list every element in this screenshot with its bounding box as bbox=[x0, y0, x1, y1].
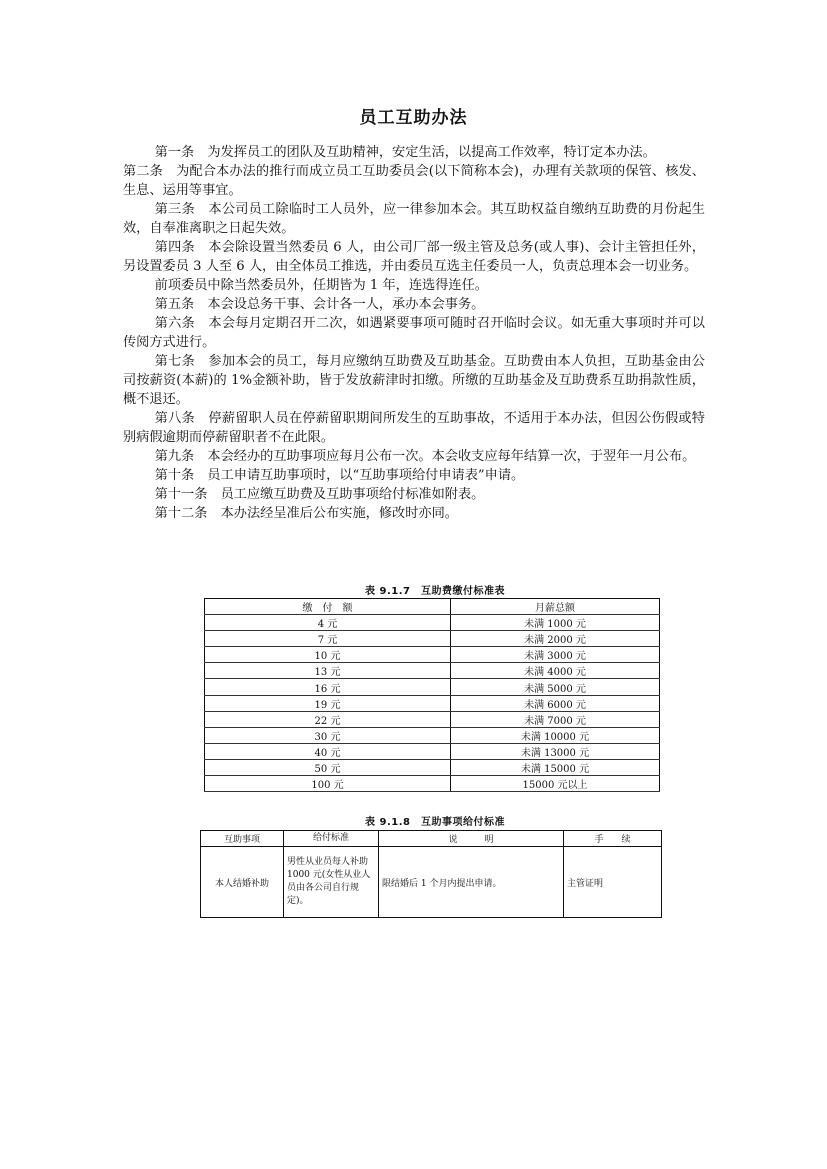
fee-amount-cell: 100 元 bbox=[205, 776, 451, 792]
article-paragraph: 第三条 本公司员工除临时工人员外，应一律参加本会。其互助权益自缴纳互助费的月份起生效，自奉准离职之日起失效。 bbox=[123, 202, 705, 236]
article-paragraph: 第七条 参加本会的员工，每月应缴纳互助费及互助基金。互助费由本人负担，互助基金由公司按薪资(本薪)的 1%金额补助，皆于发放薪津时扣缴。所缴的互助基金及互助费系互助捐款性质，概不退还。 bbox=[123, 354, 705, 407]
article-paragraph: 前项委员中除当然委员外，任期皆为 1 年，连选得连任。 bbox=[154, 278, 488, 293]
table-row bbox=[205, 727, 660, 743]
salary-range-cell: 未满 6000 元 bbox=[451, 695, 660, 711]
fee-amount-cell: 4 元 bbox=[205, 615, 451, 631]
salary-range-cell: 未满 1000 元 bbox=[451, 615, 660, 631]
table-row bbox=[205, 695, 660, 711]
table-row bbox=[205, 679, 660, 695]
fee-amount-cell: 19 元 bbox=[205, 695, 451, 711]
article-paragraph: 第五条 本会设总务干事、会计各一人，承办本会事务。 bbox=[154, 297, 485, 312]
table-row bbox=[201, 847, 662, 918]
salary-range-cell: 未满 15000 元 bbox=[451, 759, 660, 775]
salary-range-cell: 未满 7000 元 bbox=[451, 711, 660, 727]
table-row bbox=[205, 776, 660, 792]
fee-amount-cell: 7 元 bbox=[205, 631, 451, 647]
fee-amount-cell: 10 元 bbox=[205, 647, 451, 663]
document-title: 员工互助办法 bbox=[359, 108, 468, 128]
table-row bbox=[205, 759, 660, 775]
salary-range-cell: 未满 3000 元 bbox=[451, 647, 660, 663]
benefit-standard-cell: 男性从业员每人补助 1000 元(女性从业人员由各公司自行规定)。 bbox=[284, 847, 379, 918]
fee-amount-cell: 13 元 bbox=[205, 663, 451, 679]
article-paragraph: 第十二条 本办法经呈准后公布实施，修改时亦同。 bbox=[154, 506, 458, 521]
table-row bbox=[205, 647, 660, 663]
fee-amount-cell: 30 元 bbox=[205, 727, 451, 743]
table2-caption: 表 9.1.8 互助事项给付标准 bbox=[365, 817, 505, 828]
table-row bbox=[205, 615, 660, 631]
table-row bbox=[205, 631, 660, 647]
column-header: 月薪总额 bbox=[451, 599, 660, 615]
salary-range-cell: 未满 2000 元 bbox=[451, 631, 660, 647]
benefit-procedure-cell: 主管证明 bbox=[564, 847, 662, 918]
article-paragraph: 第六条 本会每月定期召开二次，如遇紧要事项可随时召开临时会议。如无重大事项时并可以传阅方式进行。 bbox=[123, 316, 705, 350]
column-header: 说 明 bbox=[379, 831, 564, 847]
salary-range-cell: 未满 5000 元 bbox=[451, 679, 660, 695]
benefit-item-cell: 本人结婚补助 bbox=[201, 847, 284, 918]
article-paragraph: 第十条 员工申请互助事项时，以“互助事项给付申请表”申请。 bbox=[154, 468, 525, 483]
column-header: 缴 付 额 bbox=[205, 599, 451, 615]
fee-standard-table bbox=[204, 598, 660, 792]
table-header-row bbox=[201, 831, 662, 847]
column-header: 手 续 bbox=[564, 831, 662, 847]
article-paragraph: 第八条 停薪留职人员在停薪留职期间所发生的互助事故，不适用于本办法，但因公伤假或特别病假逾期而停薪留职者不在此限。 bbox=[123, 411, 705, 445]
article-paragraph: 第一条 为发挥员工的团队及互助精神，安定生活，以提高工作效率，特订定本办法。 bbox=[154, 145, 656, 160]
article-paragraph: 第十一条 员工应缴互助费及互助事项给付标准如附表。 bbox=[154, 487, 485, 502]
table-row bbox=[205, 743, 660, 759]
benefit-standard-table bbox=[200, 830, 662, 918]
article-paragraph: 第二条 为配合本办法的推行而成立员工互助委员会(以下简称本会)，办理有关款项的保管、核发、生息、运用等事宜。 bbox=[123, 164, 705, 198]
article-paragraph: 第四条 本会除设置当然委员 6 人，由公司厂部一级主管及总务(或人事)、会计主管担任外，另设置委员 3 人至 6 人，由全体员工推选，并由委员互选主任委员一人，负责总理本会一切业务。 bbox=[123, 240, 705, 274]
table-row bbox=[205, 711, 660, 727]
fee-amount-cell: 40 元 bbox=[205, 743, 451, 759]
document-body bbox=[123, 143, 705, 523]
article-paragraph: 第九条 本会经办的互助事项应每月公布一次。本会收支应每年结算一次，于翌年一月公布。 bbox=[154, 449, 696, 464]
fee-amount-cell: 50 元 bbox=[205, 759, 451, 775]
fee-amount-cell: 16 元 bbox=[205, 679, 451, 695]
column-header: 互助事项 bbox=[201, 831, 284, 847]
column-header: 给付标准 bbox=[284, 831, 379, 847]
salary-range-cell: 未满 10000 元 bbox=[451, 727, 660, 743]
salary-range-cell: 15000 元以上 bbox=[451, 776, 660, 792]
salary-range-cell: 未满 13000 元 bbox=[451, 743, 660, 759]
table1-caption: 表 9.1.7 互助费缴付标准表 bbox=[365, 586, 505, 597]
benefit-note-cell: 限结婚后 1 个月内提出申请。 bbox=[379, 847, 564, 918]
fee-amount-cell: 22 元 bbox=[205, 711, 451, 727]
table-row bbox=[205, 663, 660, 679]
table-header-row bbox=[205, 599, 660, 615]
salary-range-cell: 未满 4000 元 bbox=[451, 663, 660, 679]
